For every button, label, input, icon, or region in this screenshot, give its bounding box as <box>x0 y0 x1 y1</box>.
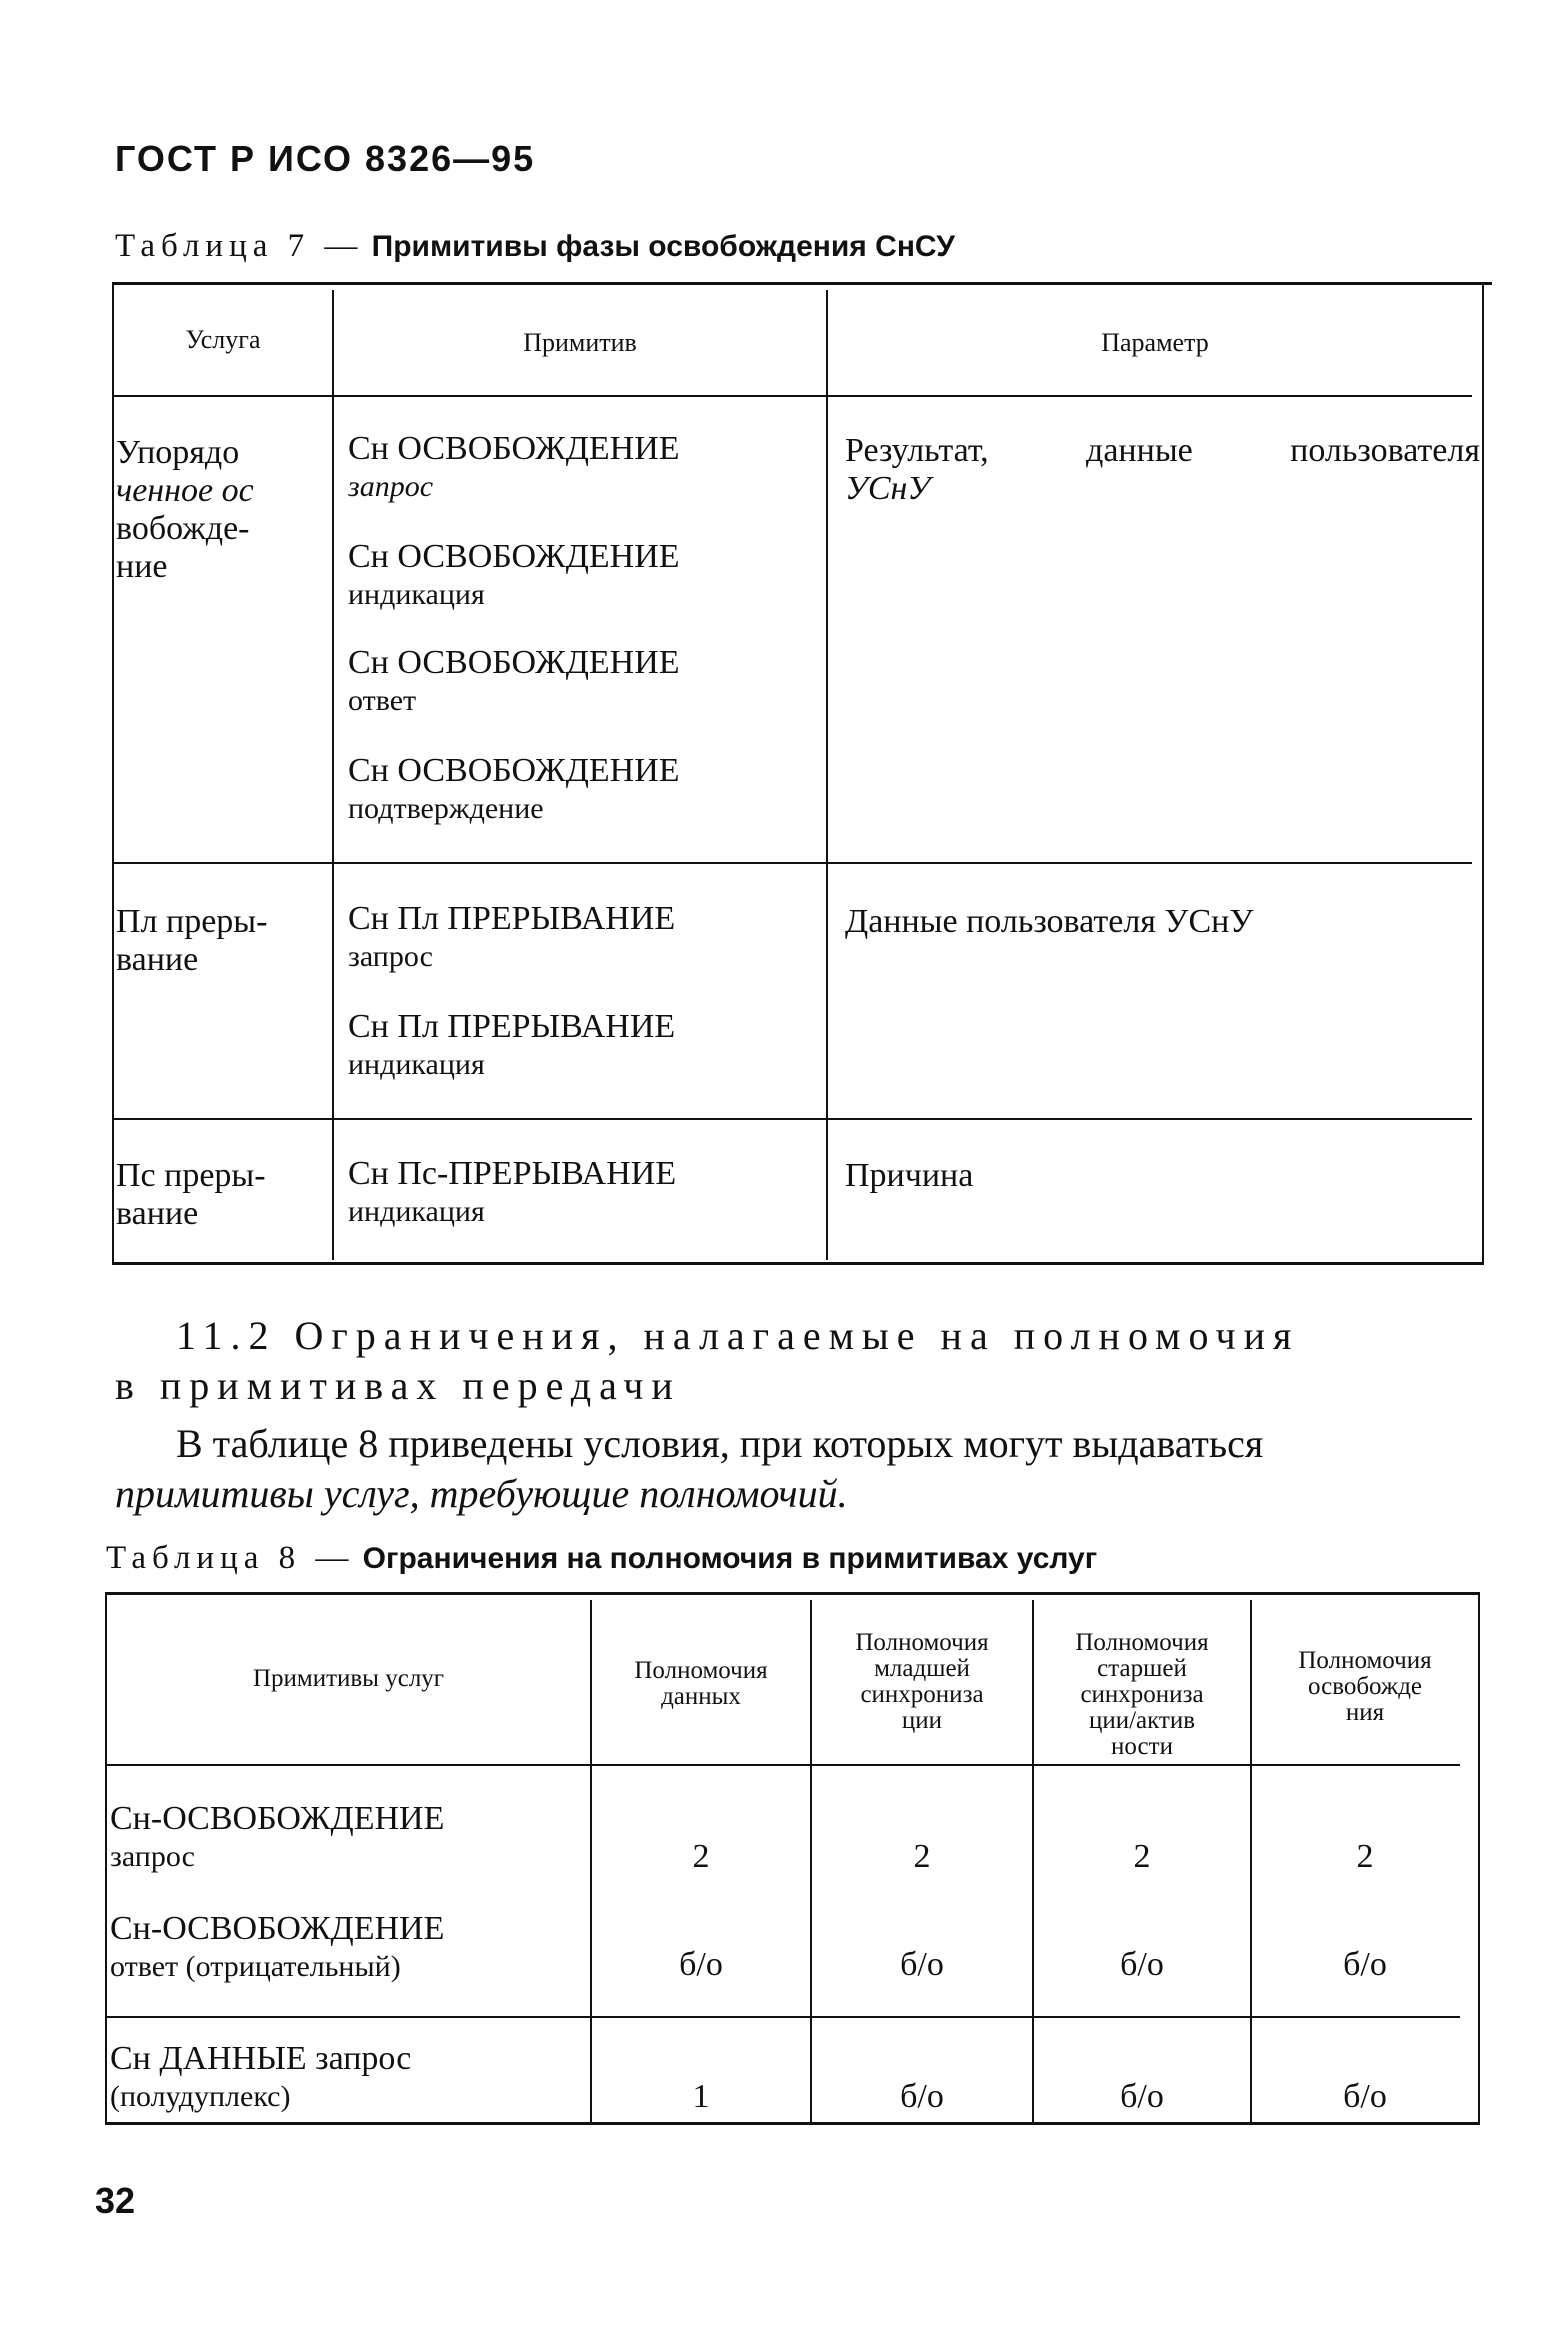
table8-row1-release: 2 <box>1356 1838 1374 1875</box>
table8-row3-release: б/о <box>1343 2078 1387 2115</box>
table8-row3-data: 1 <box>692 2078 710 2115</box>
table8-row2-major: б/о <box>1120 1946 1164 1983</box>
document-header: ГОСТ Р ИСО 8326—95 <box>115 138 536 179</box>
table8-row1-major: 2 <box>1133 1838 1151 1875</box>
table7-r2-service: Пл преры- вание <box>116 903 268 978</box>
table8-row2-release: б/о <box>1343 1946 1387 1983</box>
paragraph-line2: примитивы услуг, требующие полномочий. <box>115 1471 848 1516</box>
section-heading-line2: в примитивах передачи <box>115 1363 681 1408</box>
table8-row1-primitive: Сн-ОСВОБОЖДЕНИЕ запрос <box>110 1800 445 1873</box>
table7-r3-primitives: Сн Пс-ПРЕРЫВАНИЕ индикация <box>348 1155 677 1228</box>
table7-r1-parameter: Результат, данные пользователя УСнУ <box>845 432 1480 507</box>
table7-col-service: Услуга <box>185 325 261 354</box>
table7-r1-primitives: Сн ОСВОБОЖДЕНИЕ запрос Сн ОСВОБОЖДЕНИЕ индикация Сн ОСВОБОЖДЕНИЕ ответ Сн ОСВОБОЖДЕНИЕ подтверждение <box>348 430 680 825</box>
table8-row2-data: б/о <box>679 1946 723 1983</box>
paragraph-line1: В таблице 8 приведены условия, при которых могут выдаваться <box>176 1421 1264 1466</box>
table8-caption-label: Таблица 8 — <box>106 1540 355 1576</box>
page-number: 32 <box>95 2180 136 2221</box>
table8-row1-data: 2 <box>692 1838 710 1875</box>
table8-row1-minor: 2 <box>913 1838 931 1875</box>
table8-col-minor-sync-token: Полномочия младшей синхрониза ции <box>855 1629 989 1734</box>
table8-col-major-sync-token: Полномочия старшей синхрониза ции/актив ности <box>1075 1629 1209 1760</box>
table8-caption-title: Ограничения на полномочия в примитивах услуг <box>362 1542 1098 1575</box>
table7-r2-parameter: Данные пользователя УСнУ <box>845 903 1254 940</box>
table7-col-primitive: Примитив <box>523 328 637 357</box>
table8-col-release-token: Полномочия освобожде ния <box>1298 1647 1432 1726</box>
table7-caption-label: Таблица 7 — <box>115 228 364 264</box>
table7-caption-title: Примитивы фазы освобождения СнСУ <box>371 230 955 263</box>
table7-r2-primitives: Сн Пл ПРЕРЫВАНИЕ запрос Сн Пл ПРЕРЫВАНИЕ индикация <box>348 900 676 1081</box>
table8-row2-minor: б/о <box>900 1946 944 1983</box>
table8-row3-primitive: Сн ДАННЫЕ запрос (полудуплекс) <box>110 2040 412 2113</box>
section-heading-line1: 11.2 Ограничения, налагаемые на полномочия <box>176 1313 1300 1358</box>
table7-caption <box>115 228 955 265</box>
table7-r3-service: Пс преры- вание <box>116 1157 266 1232</box>
table8-row2-primitive: Сн-ОСВОБОЖДЕНИЕ ответ (отрицательный) <box>110 1910 445 1983</box>
table7-col-parameter: Параметр <box>1101 328 1209 357</box>
table8-col-data-token: Полномочия данных <box>634 1657 768 1710</box>
table7-r3-parameter: Причина <box>845 1157 974 1194</box>
table8-row3-minor: б/о <box>900 2078 944 2115</box>
table8-caption <box>106 1540 1097 1577</box>
table7-r1-service: Упорядо ченное ос вобожде- ние <box>116 434 254 585</box>
table8-row3-major: б/о <box>1120 2078 1164 2115</box>
table8-col-primitives: Примитивы услуг <box>252 1665 445 1692</box>
